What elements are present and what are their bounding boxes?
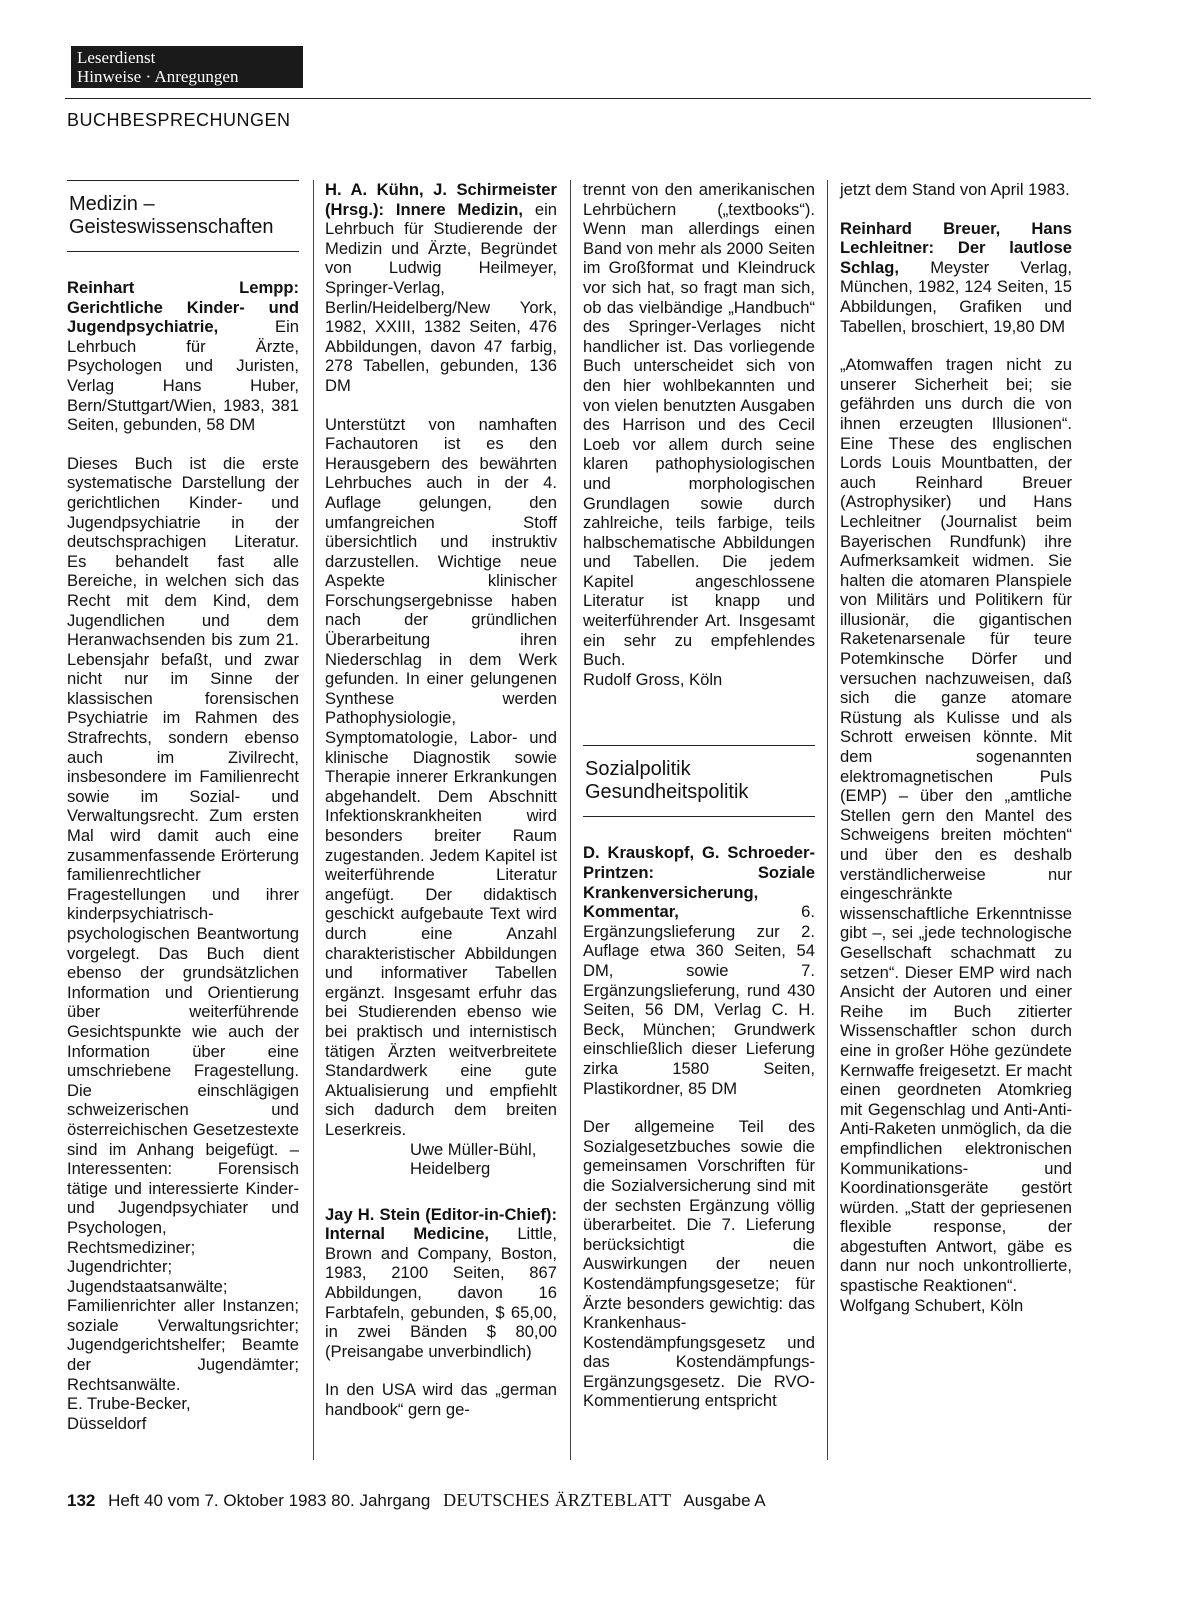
review-breuer-text: „Atomwaffen tragen nicht zu unserer Sicherheit bei; sie gefährden uns durch die von ihnen erzeugten Illusionen“. Eine These des englischen Lords Louis Mountbatten, der auch Reinhard Breuer (Astrophysiker) und Hans Lechleitner (Journalist beim Bayerischen Rundfunk) ihre Aufmerksamkeit widmen. Sie halten die atomaren Planspiele von Militärs und Politikern für illusionär, die gigantischen Raketenarsenale für teure Potemkinsche Dörfer und versuchen nachzuweisen, daß sich die ganze atomare Rüstung als Kulisse und als Schrott erweisen könnte. Mit dem sogenannten elektromagnetischen Puls (EMP) – über den „amtliche Stellen gern den Mantel des Schweigens breiten möchten“ und über den es deshalb verständlicherweise nur eingeschränkte wissenschaftliche Erkenntnisse gibt –, sei „jede technologische Gesellschaft schachmatt zu setzen“. Dieser EMP wird nach Ansicht der Autoren und einer Reihe im Buch zitierter Wissenschaftler schon durch eine in großer Höhe gezündete Kernwaffe freigesetzt. Er macht einen geordneten Atomkrieg mit Gegenschlag und Anti-Anti-Anti-Raketen unmöglich, da die empfindlichen elektronischen Kommunikations- und Koordinationsgeräte gestört würden. „Statt der gepriesenen flexible response, der abgestuften Antwort, gäbe es dann nur noch unkontrollierte, spastische Reaktionen“. bbox=[840, 355, 1072, 1296]
review-kuehn-title: H. A. Kühn, J. Schirmeister (Hrsg.): Innere Medizin, bbox=[325, 180, 557, 219]
review-stein-meta: Little, Brown and Company, Boston, 1983, 2100 Seiten, 867 Abbildungen, davon 16 Farbtafeln, gebunden, $ 65,00, in zwei Bänden $ 80,00 (Preisangabe unverbindlich) bbox=[325, 1224, 557, 1361]
review-krauskopf-title: D. Krauskopf, G. Schroeder-Printzen: Soziale Krankenversicherung, Kommentar, bbox=[583, 843, 815, 922]
section-title: BUCHBESPRECHUNGEN bbox=[67, 110, 291, 130]
issue-info: Heft 40 vom 7. Oktober 1983 80. Jahrgang bbox=[108, 1491, 431, 1510]
review-lempp-signature-name: E. Trube-Becker, bbox=[67, 1394, 191, 1414]
review-lempp-title: Reinhart Lempp: Gerichtliche Kinder- und Jugendpsychiatrie, bbox=[67, 278, 299, 337]
column-1 bbox=[67, 180, 299, 1433]
review-lempp-meta: Ein Lehrbuch für Ärzte, Psychologen und Juristen, Verlag Hans Huber, Bern/Stuttgart/Wien, 1983, 381 Seiten, gebunden, 58 DM bbox=[67, 317, 299, 435]
review-krauskopf-header bbox=[583, 843, 815, 1098]
review-lempp-header bbox=[67, 278, 299, 435]
section-label-line1: Leserdienst bbox=[77, 48, 156, 67]
section-label-box bbox=[71, 46, 303, 88]
review-lempp-signature-city: Düsseldorf bbox=[67, 1413, 147, 1433]
review-lempp-text: Dieses Buch ist die erste systematische Darstellung der gerichtlichen Kinder- und Jugendpsychiatrie in der deutschsprachigen Literatur. Es behandelt fast alle Bereiche, in welchen sich das Recht mit dem Kind, dem Jugendlichen und dem Heranwachsenden bis zum 21. Lebensjahr befaßt, und zwar nicht nur im Sinne der klassischen forensischen Psychiatrie im Rahmen des Strafrechts, sondern ebenso auch im Zivilrecht, insbesondere im Familienrecht sowie im Sozial- und Verwaltungsrecht. Zum ersten Mal wird damit auch eine zusammenfassende Erörterung familienrechtlicher Fragestellungen und ihrer kinderpsychiatrisch-psychologischen Beantwortung vorgelegt. Das Buch dient ebenso der grundsätzlichen Information und Orientierung über weiterführende Gesichtspunkte wie auch der Information über eine umschriebene Fragestellung. Die einschlägigen schweizerischen und österreichischen Gesetzestexte sind im Anhang beigefügt. – Interessenten: Forensisch tätige und interessierte Kinder- und Jugendpsychiater und Psychologen, Rechtsmediziner; Jugendrichter; Jugendstaatsanwälte; Familienrichter aller Instanzen; soziale Verwaltungsrichter; Jugendgerichtshelfer; Beamte der Jugendämter; Rechtsanwälte. bbox=[67, 453, 299, 1394]
review-breuer-title: Reinhard Breuer, Hans Lechleitner: Der lautlose Schlag, bbox=[840, 218, 1072, 277]
rubric-medizin: Medizin – Geisteswissenschaften bbox=[67, 180, 299, 252]
review-kuehn-signature-name: Uwe Müller-Bühl, bbox=[410, 1139, 537, 1159]
review-krauskopf-text: Der allgemeine Teil des Sozialgesetzbuches sowie die gemeinsamen Vorschriften für die Sozialversicherung sind mit der sechsten Ergänzung völlig überarbeitet. Die 7. Lieferung berücksichtigt die Auswirkungen der neuen Kostendämpfungsgesetze; für Ärzte besonders gewichtig: das Krankenhaus-Kostendämpfungsgesetz und das Kostendämpfungs-Ergänzungsgesetz. Die RVO-Kommentierung entspricht bbox=[583, 1117, 815, 1411]
column-4 bbox=[840, 180, 1072, 1315]
column-divider-3 bbox=[827, 180, 828, 1460]
edition: Ausgabe A bbox=[683, 1491, 766, 1510]
review-kuehn-meta: ein Lehrbuch für Studierende der Medizin und Ärzte, Begründet von Ludwig Heilmeyer, Springer-Verlag, Berlin/Heidelberg/New York, 1982, XXIII, 1382 Seiten, 476 Abbildungen, davon 47 farbig, 278 Tabellen, gebunden, 136 DM bbox=[325, 199, 557, 395]
review-breuer-header bbox=[840, 219, 1072, 337]
review-breuer-signature: Wolfgang Schubert, Köln bbox=[840, 1295, 1024, 1315]
column-2 bbox=[325, 180, 557, 1420]
page-footer bbox=[67, 1490, 766, 1511]
review-kuehn-text: Unterstützt von namhaften Fachautoren ist es den Herausgebern des bewährten Lehrbuches auch in der 4. Auflage gelungen, den umfangreichen Stoff übersichtlich und instruktiv darzustellen. Wichtige neue Aspekte klinischer Forschungsergebnisse haben nach der gründlichen Überarbeitung ihren Niederschlag in dem Werk gefunden. In einer gelungenen Synthese werden Pathophysiologie, Symptomatologie, Labor- und klinische Diagnostik sowie Therapie innerer Erkrankungen abgehandelt. Dem Abschnitt Infektionskrankheiten wird besonders breiter Raum zugestanden. Jedem Kapitel ist weiterführende Literatur angefügt. Der didaktisch geschickt aufgebaute Text wird durch eine Anzahl charakteristischer Abbildungen und informativer Tabellen ergänzt. Insgesamt erfuhr das bei Studierenden ebenso wie bei praktisch und internistisch tätigen Ärzten weitverbreitete Standardwerk eine gute Aktualisierung und empfiehlt sich dadurch dem breiten Leserkreis. bbox=[325, 414, 557, 1139]
page-number: 132 bbox=[67, 1491, 96, 1510]
review-stein-text-start: In den USA wird das „german handbook“ gern ge- bbox=[325, 1380, 557, 1420]
review-stein-text-cont: trennt von den amerikanischen Lehrbüchern („textbooks“). Wenn man allerdings einen Band von mehr als 2000 Seiten im Großformat und Kleindruck vor sich hat, so fragt man sich, ob das vielbändige „Handbuch“ des Springer-Verlages nicht handlicher ist. Das vorliegende Buch unterscheidet sich von den hier wohlbekannten und von vielen benutzten Ausgaben des Harrison und des Cecil Loeb vor allem durch seine klaren pathophysiologischen und morphologischen Grundlagen sowie durch zahlreiche, teils farbige, teils halbschematische Abbildungen und Tabellen. Die jedem Kapitel angeschlossene Literatur ist knapp und weiterführender Art. Insgesamt ein sehr zu empfehlendes Buch. bbox=[583, 180, 815, 670]
review-kuehn-signature-city: Heidelberg bbox=[410, 1159, 491, 1179]
review-breuer-meta: Meyster Verlag, München, 1982, 124 Seiten, 15 Abbildungen, Grafiken und Tabellen, broschiert, 19,80 DM bbox=[840, 257, 1072, 336]
review-stein-signature: Rudolf Gross, Köln bbox=[583, 669, 723, 689]
magazine-name: DEUTSCHES ÄRZTEBLATT bbox=[443, 1490, 672, 1510]
rubric-sozialpolitik: Sozialpolitik Gesundheitspolitik bbox=[583, 745, 815, 817]
review-kuehn-header bbox=[325, 180, 557, 396]
column-3 bbox=[583, 180, 815, 1411]
section-label-line2: Hinweise · Anregungen bbox=[77, 67, 239, 86]
top-rule bbox=[65, 98, 1091, 99]
review-krauskopf-text-cont: jetzt dem Stand von April 1983. bbox=[840, 180, 1070, 199]
column-divider-1 bbox=[313, 180, 314, 1460]
review-stein-header bbox=[325, 1205, 557, 1362]
review-stein-title: Jay H. Stein (Editor-in-Chief): Internal Medicine, bbox=[325, 1204, 557, 1244]
review-krauskopf-meta: 6. Ergänzungslieferung zur 2. Auflage etwa 360 Seiten, 54 DM, sowie 7. Ergänzungslieferung, rund 430 Seiten, 56 DM, Verlag C. H. Beck, München; Grundwerk einschließlich dieser Lieferung zirka 1580 Seiten, Plastikordner, 85 DM bbox=[583, 902, 815, 1098]
column-divider-2 bbox=[570, 180, 571, 1460]
